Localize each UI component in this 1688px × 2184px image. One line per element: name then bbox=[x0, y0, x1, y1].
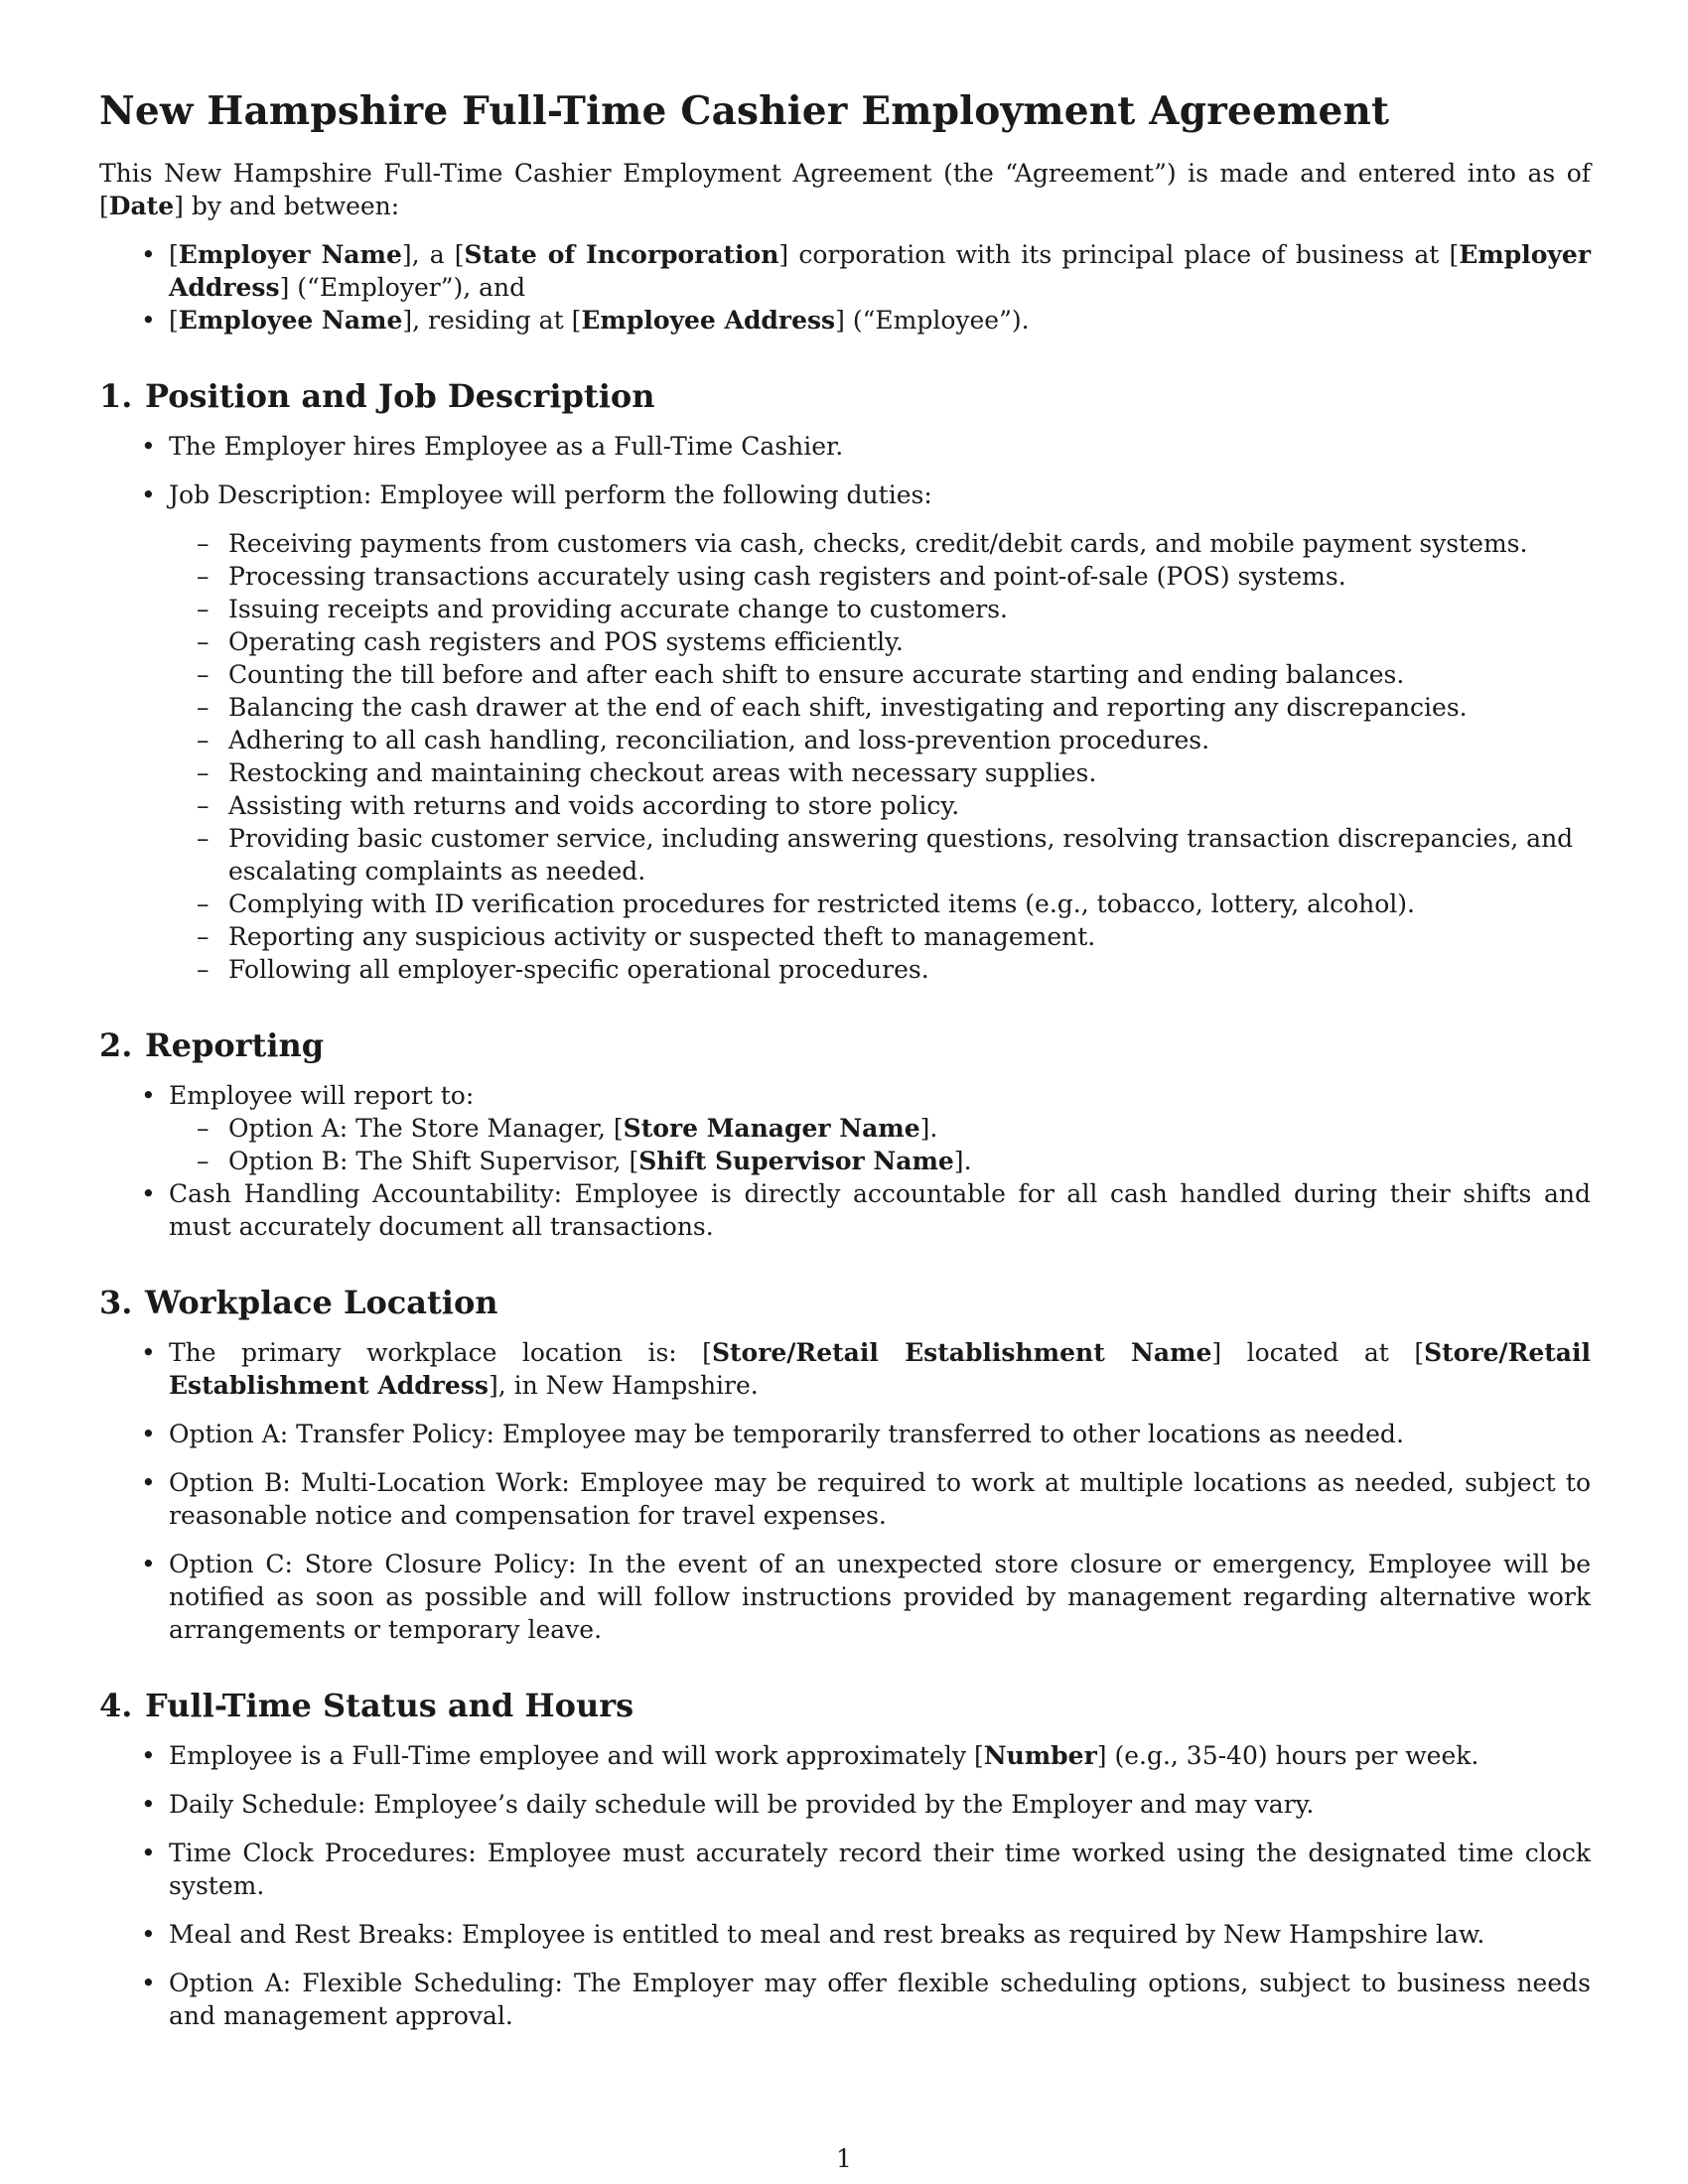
list-item: • Option A: Transfer Policy: Employee may be temporarily transferred to other locations as needed. bbox=[99, 1418, 1591, 1450]
employee-name-placeholder: Employee Name bbox=[178, 306, 403, 335]
section-2-list bbox=[99, 1079, 1591, 1243]
list-item: • The Employer hires Employee as a Full-Time Cashier. bbox=[99, 430, 1591, 463]
list-item: • The primary workplace location is: [Store/Retail Establishment Name] located at [Store/Retail Establishment Address], in New Hampshire. bbox=[99, 1336, 1591, 1402]
duty-item: – Operating cash registers and POS systems efficiently. bbox=[99, 625, 1591, 658]
document-title: New Hampshire Full-Time Cashier Employment Agreement bbox=[99, 88, 1390, 134]
duty-item: – Receiving payments from customers via cash, checks, credit/debit cards, and mobile payment systems. bbox=[99, 527, 1591, 560]
list-item: • Time Clock Procedures: Employee must accurately record their time worked using the designated time clock system. bbox=[99, 1837, 1591, 1902]
date-placeholder: Date bbox=[108, 192, 175, 220]
duty-item: – Adhering to all cash handling, reconciliation, and loss-prevention procedures. bbox=[99, 724, 1591, 756]
list-item: • Employee is a Full-Time employee and will work approximately [Number] (e.g., 35-40) hours per week. bbox=[99, 1739, 1591, 1772]
list-item: • Job Description: Employee will perform the following duties: – Receiving payments from customers via cash, checks, credit/debit cards, and mobile payment systems. – Processing transactions accurately using cash registers and point-of-sale (POS) systems. – Issuing receipts and providing accurate change to customers. – Operating cash registers and POS systems efficiently. – Counting the till before and after each shift to ensure accurate starting and ending balances. – Balancing the cash drawer at the end of each shift, investigating and reporting any discrepancies. – Adhering to all cash handling, reconciliation, and loss-prevention procedures. – Restocking and maintaining checkout areas with necessary supplies. – Assisting with returns and voids according to store policy. – Providing basic customer service, including answering questions, resolving transaction discrepancies, and escalating complaints as needed. – Complying with ID verification procedures for restricted items (e.g., tobacco, lottery, alcohol). – Reporting any suspicious activity or suspected theft to management. – Following all employer-specific operational procedures. bbox=[99, 478, 1591, 986]
duty-item: – Issuing receipts and providing accurate change to customers. bbox=[99, 593, 1591, 625]
document-page bbox=[99, 87, 1591, 2032]
list-item: • Option C: Store Closure Policy: In the event of an unexpected store closure or emergency, Employee will be notified as soon as possible and will follow instructions provided by management regarding alternative work arrangements or temporary leave. bbox=[99, 1548, 1591, 1646]
employee-address-placeholder: Employee Address bbox=[581, 306, 836, 335]
party-employer: • [Employer Name], a [State of Incorporation] corporation with its principal place of business at [Employer Address] (“Employer”), and bbox=[99, 238, 1591, 304]
option-item: – Option B: The Shift Supervisor, [Shift Supervisor Name]. bbox=[99, 1145, 1591, 1177]
option-item: – Option A: The Store Manager, [Store Manager Name]. bbox=[99, 1112, 1591, 1145]
reporting-options bbox=[99, 1112, 1591, 1177]
section-2-heading: 2. Reporting bbox=[99, 1026, 325, 1064]
duty-item: – Processing transactions accurately using cash registers and point-of-sale (POS) systems. bbox=[99, 560, 1591, 593]
list-item: • Cash Handling Accountability: Employee is directly accountable for all cash handled during their shifts and must accurately document all transactions. bbox=[99, 1177, 1591, 1243]
duty-item: – Complying with ID verification procedures for restricted items (e.g., tobacco, lottery, alcohol). bbox=[99, 887, 1591, 920]
list-item: • Option B: Multi-Location Work: Employee may be required to work at multiple locations as needed, subject to reasonable notice and compensation for travel expenses. bbox=[99, 1466, 1591, 1532]
duties-list bbox=[99, 527, 1591, 986]
list-item: • Employee will report to: – Option A: The Store Manager, [Store Manager Name]. – Option B: The Shift Supervisor, [Shift Supervisor Name]. bbox=[99, 1079, 1591, 1177]
duty-item: – Restocking and maintaining checkout areas with necessary supplies. bbox=[99, 756, 1591, 789]
section-1-list bbox=[99, 430, 1591, 986]
list-item: • Daily Schedule: Employee’s daily schedule will be provided by the Employer and may vary. bbox=[99, 1788, 1591, 1821]
list-item: • Meal and Rest Breaks: Employee is entitled to meal and rest breaks as required by New Hampshire law. bbox=[99, 1918, 1591, 1951]
section-3-heading: 3. Workplace Location bbox=[99, 1284, 498, 1321]
shift-supervisor-placeholder: Shift Supervisor Name bbox=[638, 1147, 954, 1175]
duty-item: – Balancing the cash drawer at the end of each shift, investigating and reporting any discrepancies. bbox=[99, 691, 1591, 724]
page-number: 1 bbox=[836, 2144, 852, 2173]
hours-number-placeholder: Number bbox=[983, 1741, 1097, 1770]
state-placeholder: State of Incorporation bbox=[464, 240, 779, 269]
duty-item: – Following all employer-specific operational procedures. bbox=[99, 953, 1591, 986]
store-manager-placeholder: Store Manager Name bbox=[623, 1114, 920, 1143]
duty-item: – Providing basic customer service, including answering questions, resolving transaction discrepancies, and escalating complaints as needed. bbox=[99, 822, 1591, 887]
duty-item: – Assisting with returns and voids according to store policy. bbox=[99, 789, 1591, 822]
section-4-heading: 4. Full-Time Status and Hours bbox=[99, 1687, 634, 1724]
employer-name-placeholder: Employer Name bbox=[178, 240, 402, 269]
duty-item: – Counting the till before and after each shift to ensure accurate starting and ending balances. bbox=[99, 658, 1591, 691]
section-3-list bbox=[99, 1336, 1591, 1646]
parties-list bbox=[99, 238, 1591, 337]
section-4-list bbox=[99, 1739, 1591, 2032]
employer-address-placeholder: Employer Address bbox=[169, 240, 1592, 302]
section-1-heading: 1. Position and Job Description bbox=[99, 377, 655, 415]
store-name-placeholder: Store/Retail Establishment Name bbox=[711, 1338, 1212, 1367]
store-address-placeholder: Store/Retail Establishment Address bbox=[169, 1338, 1591, 1400]
list-item: • Option A: Flexible Scheduling: The Employer may offer flexible scheduling options, subject to business needs and management approval. bbox=[99, 1967, 1591, 2032]
party-employee: • [Employee Name], residing at [Employee Address] (“Employee”). bbox=[99, 304, 1591, 337]
intro-paragraph: This New Hampshire Full-Time Cashier Employment Agreement (the “Agreement”) is made and entered into as of [Date] by and between: bbox=[99, 159, 1591, 220]
duty-item: – Reporting any suspicious activity or suspected theft to management. bbox=[99, 920, 1591, 953]
